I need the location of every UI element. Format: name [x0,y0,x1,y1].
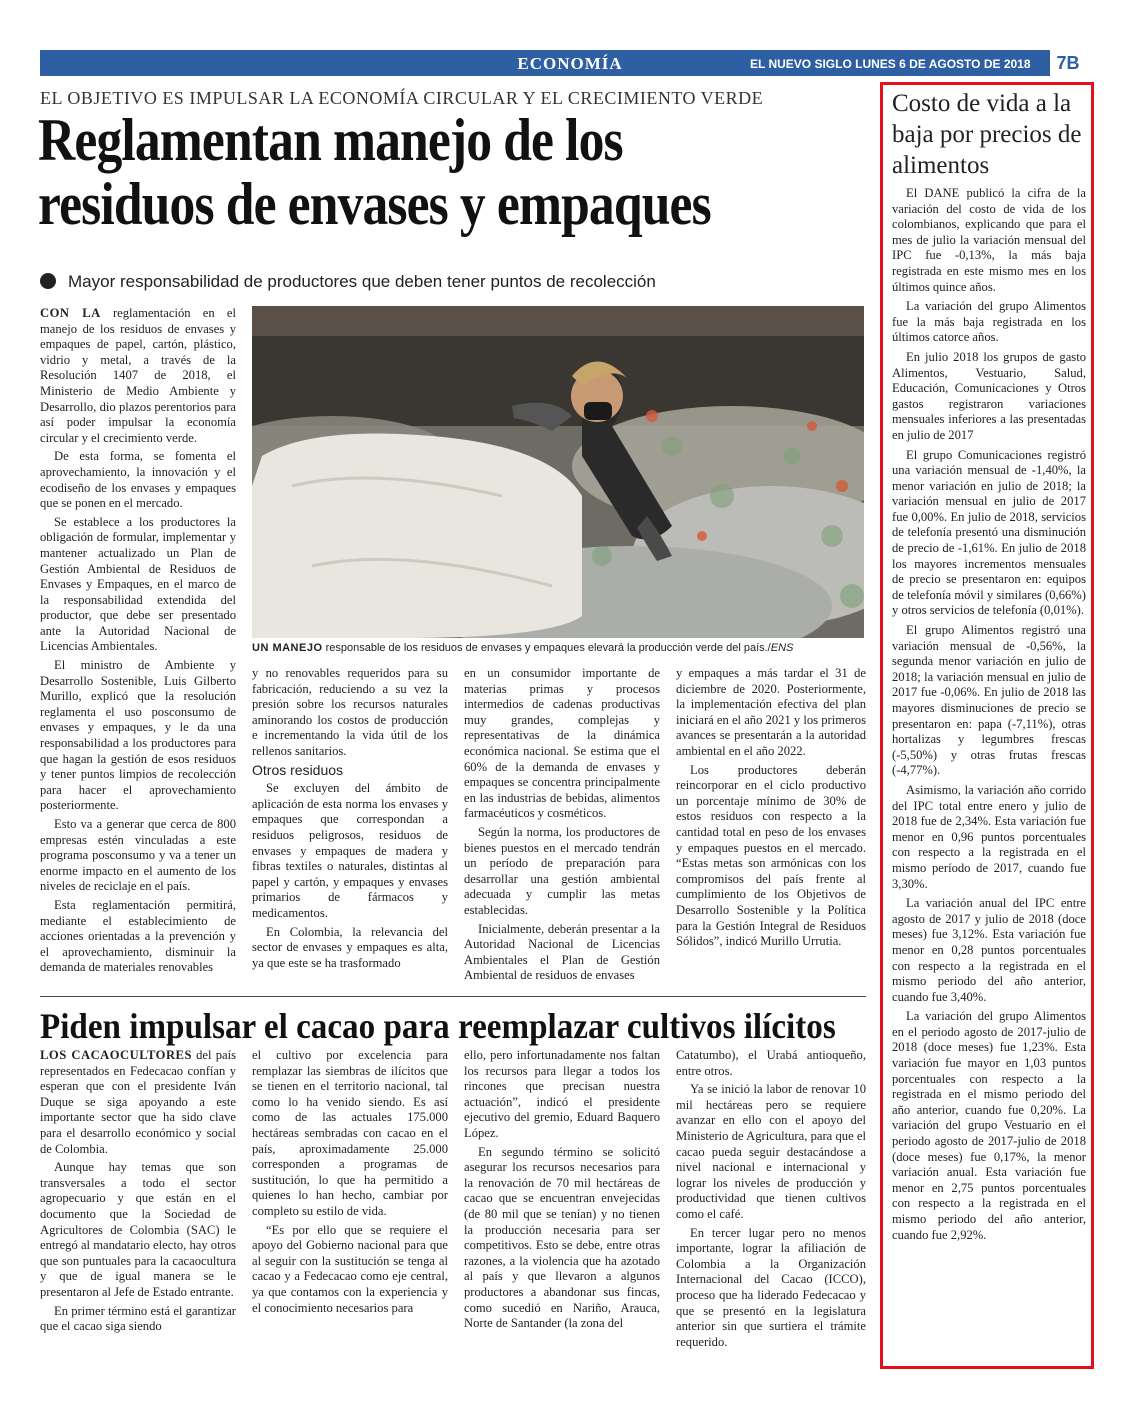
lead-word: LOS CACAOCULTORES [40,1048,192,1062]
bullet-icon [40,273,56,289]
sidebar-body: El DANE publicó la cifra de la variación del costo de vida de los colombianos, explicando que para el mes de julio la variación mensual del IPC fue -0,13%, la más baja registrada en este mismo mes en los últimos quince años. La variación del grupo Alimentos fue la más baja registrada en los últimos catorce años. En julio 2018 los grupos de gasto Alimentos, Vestuario, Salud, Educación, Comunicaciones y Otros gastos registraron variaciones mensuales inferiores a las presentadas en julio de 2017 El grupo Comunicaciones registró una variación mensual de -1,40%, la menor variación en julio de 2018; la variación mensual en julio de 2017 fue 0,00%. En julio de 2018, servicios de telefonía presentó una disminución de precio de -1,61%. En julio de 2018 los mayores incrementos mensuales de precio se presentaron en: equipos de telefonía móvil y similares (0,66%) y otros servicios de telefonía (0,01%). El grupo Alimentos registró una variación mensual de -0,56%, la segunda menor variación en julio de 2018; la variación mensual en julio de 2017 fue -0,06%. En julio de 2018 las mayores disminuciones de precio se presentaron en: papa (-7,11%), otras hortalizas y legumbres frescas (-5,50%) y otras frutas frescas (-4,77%). Asimismo, la variación año corrido del IPC total entre enero y julio de 2018 fue de 2,34%. Esta variación fue menor en 0,96 puntos porcentuales con respecto a la registrada en el mismo período de 2017, cuando fue 3,30%. La variación anual del IPC entre agosto de 2017 y julio de 2018 (doce meses) fue 3,12%. Esta variación fue menor en 0,28 puntos porcentuales con respecto a la registrada en el mismo periodo del año anterior, cuando fue 3,40%. La variación del grupo Alimentos en el periodo agosto de 2017-julio de 2018 (doce meses) fue 1,23%. Esta variación fue mayor en 1,03 puntos porcentuales con respecto a la registrada en el mismo periodo del año anterior, cuando fue 0,20%. La variación del grupo Vestuario en el periodo agosto de 2017-julio de 2018 (doce meses) fue 0,17%, la menor variación anual. Esta variación fue menor en 2,75 puntos porcentuales con respecto a la registrada en el mismo periodo del año anterior, cuando fue 2,92%. [892,186,1086,1242]
article-kicker: EL OBJETIVO ES IMPULSAR LA ECONOMÍA CIRCULAR Y EL CRECIMIENTO VERDE [40,88,764,108]
photo-credit: ENS [770,642,794,654]
article-column-4: y empaques a más tardar el 31 de diciembre de 2020. Posteriormente, la implementación efectiva del plan iniciará en el año 2021 y los primeros avances se presentarán a la autoridad ambiental en el año 2022. Los productores deberán reincorporar en el ciclo productivo un porcentaje mínimo de 30% de estos residuos con respecto a la cantidad total en peso de los envases y empaques puestos en el mercado. “Estas metas son armónicas con los compromisos del país frente al cumplimiento de los Objetivos de Desarrollo Sostenible y la Política para la Gestión Integral de Residuos Sólidos”, indicó Murillo Urrutia. [676,666,866,949]
masthead-date [750,52,1031,74]
article2-column-3: ello, pero infortunadamente nos faltan los recursos para llegar a todos los rincones que precisan nuestra actuación”, indicó el presidente ejecutivo del gremio, Eduard Baquero López. En segundo término se solicitó asegurar los recursos necesarios para la renovación de 70 mil hectáreas de cacao que se encuentran envejecidas (de 80 mil que se tenían) y no tienen la producción necesaria para ser competitivos. Esto se debe, entre otras razones, a la violencia que ha azotado al país y que llevaron a algunos productores a abandonar sus fincas, como sucedió en Nariño, Arauca, Norte de Santander (la zona del [464,1048,660,1331]
page-number: 7B [1050,50,1086,76]
issue-date: LUNES 6 DE AGOSTO DE 2018 [855,57,1031,71]
photo-caption: UN MANEJO responsable de los residuos de envases y empaques elevará la producción verde del país./ENS [252,642,794,654]
section-name: ECONOMÍA [517,54,623,73]
article-subhead: Mayor responsabilidad de productores que deben tener puntos de recolección [40,272,840,292]
caption-lead: UN MANEJO [252,642,323,654]
lead-word: CON LA [40,306,101,320]
article-column-2: y no renovables requeridos para su fabricación, reduciendo a su vez la presión sobre los recursos naturales aminorando los costos de producción e incrementando la vida útil de los rellenos sanitarios. Otros residuos Se excluyen del ámbito de aplicación de esta norma los envases y empaques que correspondan a residuos peligrosos, residuos de envases y empaques de madera y fibras textiles o naturales, distintas al papel y cartón, y empaques y envases primarios de fármacos y medicamentos. En Colombia, la relevancia del sector de envases y empaques es alta, ya que este se ha trasformado [252,666,448,970]
headline-line-1: Reglamentan manejo de los [38,107,623,173]
article2-column-4: Catatumbo), el Urabá antioqueño, entre otros. Ya se inició la labor de renovar 10 mil hectáreas pero se requiere avanzar en ello con el apoyo del Ministerio de Agricultura, para que el cacao pueda seguir destacándose a nivel nacional e internacional y lograr los niveles de producción y productividad que tienen cultivos como el café. En tercer lugar pero no menos importante, lograr la afiliación de Colombia a la Organización Internacional del Cacao (ICCO), proceso que ha liderado Fedecacao y que se presentó en la legislatura anterior sin que surtiera el trámite requerido. [676,1048,866,1349]
article-subtitle: Otros residuos [252,761,344,778]
article2-column-1: LOS CACAOCULTORES del país representados en Fedecacao confían y esperan que con el presidente Iván Duque se siga apoyando a este importante sector que ha sido clave para el desarrollo económico y social de Colombia. Aunque hay temas que son transversales a todo el sector agropecuario y que están en el documento que la Sociedad de Agricultores de Colombia (SAC) le entregó al mandatario electo, hay otros que son puntuales para la cacaocultura y que de igual manera se le presentaron al Jefe de Estado entrante. En primer término está el garantizar que el cacao siga siendo [40,1048,236,1334]
article2-column-2: el cultivo por excelencia para remplazar las siembras de ilícitos que se tienen en el territorio nacional, tal como lo ha venido siendo. Es así como de las actuales 175.000 hectáreas sembradas con cacao en el país, aproximadamente 25.000 corresponden a programas de sustitución, lo que ha permitido a quienes lo han hecho, cambiar por completo su estilo de vida. “Es por ello que se requiere el apoyo del Gobierno nacional para que al seguir con la sustitución se tenga al cacao y a Fedecacao como eje central, ya que contamos con la experiencia y el conocimiento necesarios para [252,1048,448,1315]
article-headline [38,108,752,236]
article-divider [40,996,866,997]
article-column-1: CON LA reglamentación en el manejo de los residuos de envases y empaques de papel, cartón, plástico, vidrio y metal, a través de la Resolución 1407 de 2018, el Ministerio de Medio Ambiente y Desarrollo, dio plazos perentorios para así poder impulsar la economía circular y el crecimiento verde. De esta forma, se fomenta el aprovechamiento, la innovación y el ecodiseño de los envases y empaques que se ponen en el mercado. Se establece a los productores la obligación de formular, implementar y mantener actualizado un Plan de Gestión Ambiental de Residuos de Envases y Empaques, en el marco de la responsabilidad extendida del productor, que debe ser presentado ante la Autoridad Nacional de Licencias Ambientales. El ministro de Ambiente y Desarrollo Sostenible, Luis Gilberto Murillo, explicó que la resolución reglamenta el uso posconsumo de envases y empaques, y le da una responsabilidad a los productores para que hagan la gestión de esos residuos y tener puntos limpios de recolección para hacer el aprovechamiento posteriormente. Esto va a generar que cerca de 800 empresas estén vinculadas a este programa posconsumo y va a tener un enorme impacto en el aumento de los niveles de reciclaje en el país. Esta reglamentación permitirá, mediante el establecimiento de acciones orientadas a la prevención y el aprovechamiento, disminuir la demanda de materiales renovables [40,306,236,975]
sidebar-title: Costo de vida a la baja por precios de alimentos [892,90,1082,179]
recycling-photo [252,306,864,638]
headline-line-2: residuos de envases y empaques [38,171,711,237]
paper-name: EL NUEVO SIGLO [750,57,852,71]
article2-headline: Piden impulsar el cacao para reemplazar cultivos ilícitos [40,1006,836,1046]
article-column-3: en un consumidor importante de materias primas y procesos intermedios de cadenas productivas muy grandes, complejas y representativas de la dinámica económica nacional. Se estima que el 60% de la demanda de envases y empaques se concentra principalmente en las industrias de bebidas, alimentos farmacéuticos y cosméticos. Según la norma, los productores de bienes puestos en el mercado tendrán un período de preparación para desarrollar una gestión ambiental adecuada y cumplir las metas establecidas. Inicialmente, deberán presentar a la Autoridad Nacional de Licencias Ambientales el Plan de Gestión Ambiental de residuos de envases [464,666,660,983]
